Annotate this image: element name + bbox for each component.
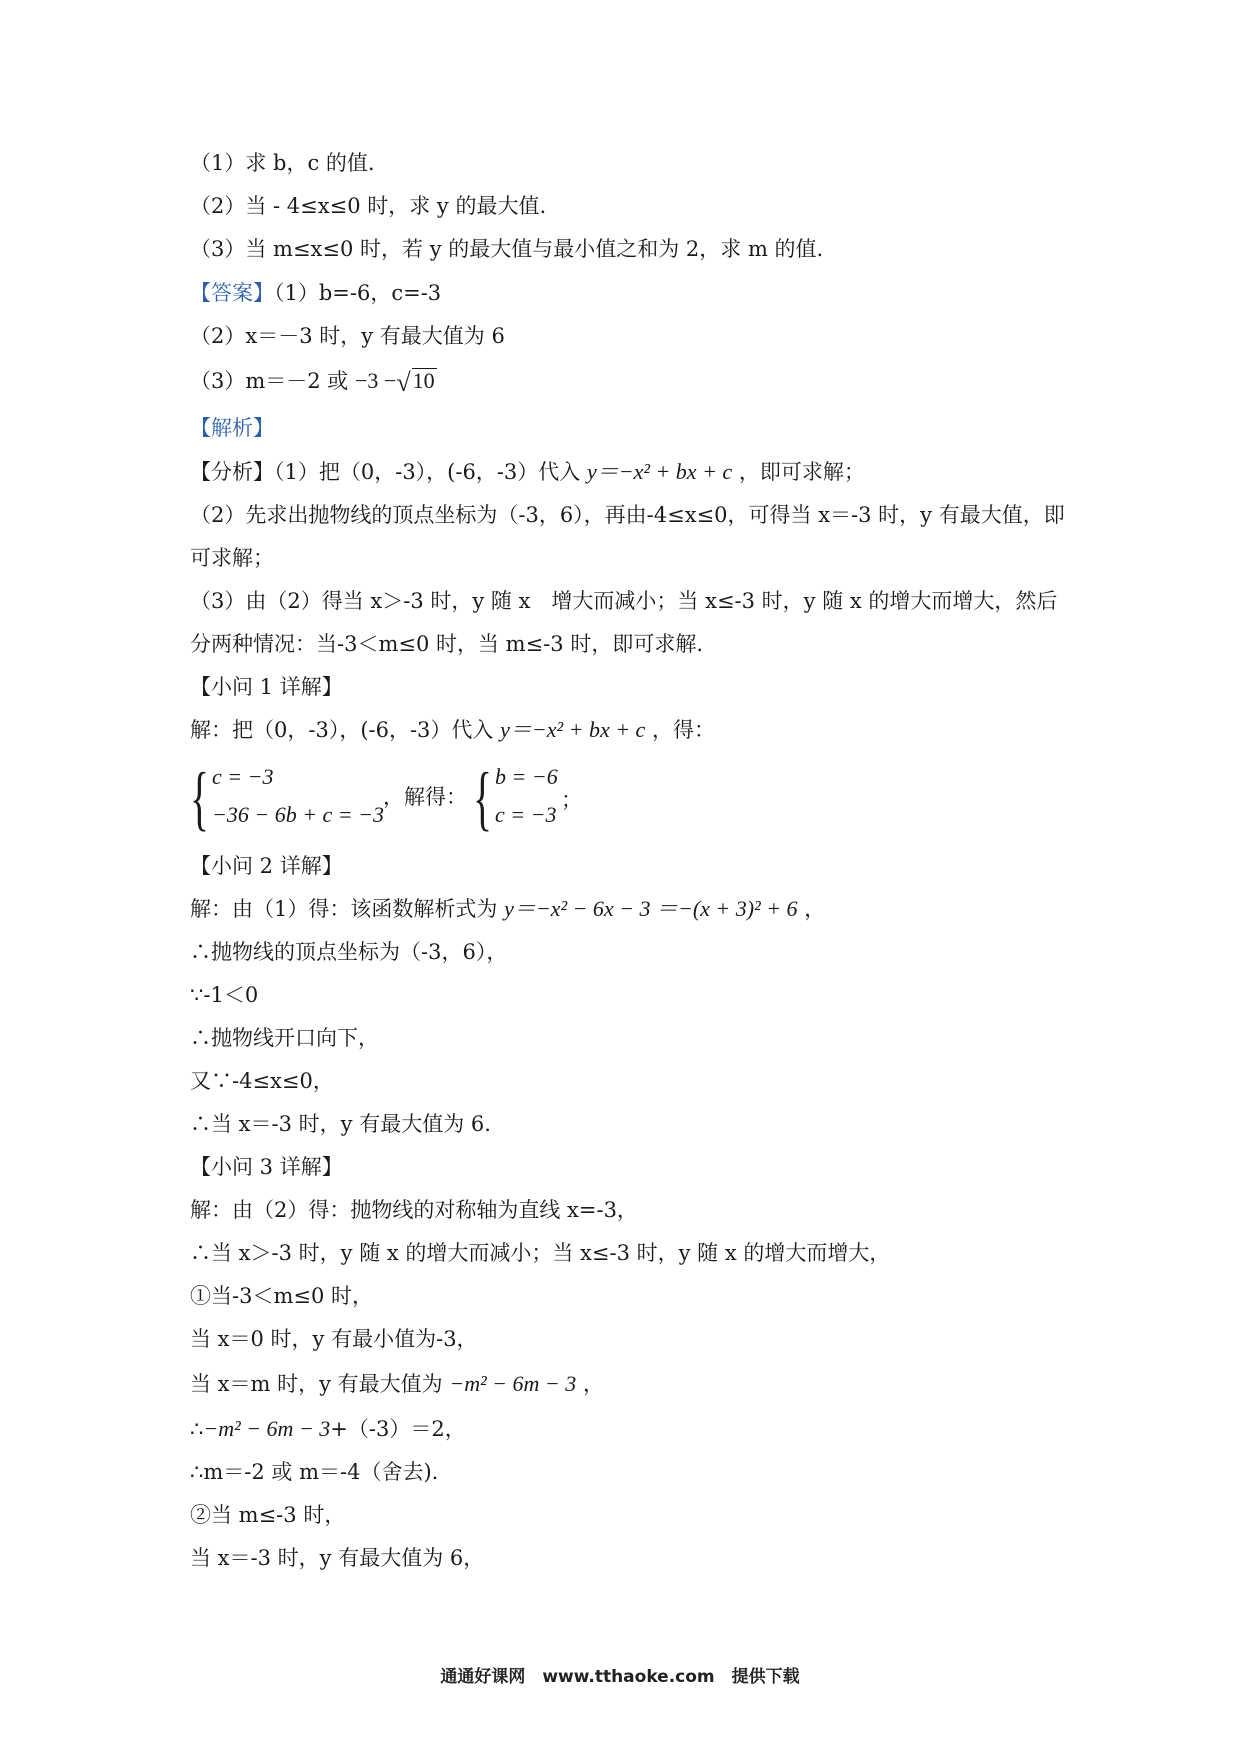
equation-system-1 bbox=[190, 760, 390, 840]
part3-line-1: 解：由（2）得：抛物线的对称轴为直线 x=-3， bbox=[190, 1198, 638, 1222]
part2-formula: y＝−x² − 6x − 3 ＝−(x + 3)² + 6 bbox=[504, 896, 798, 921]
system-end: ； bbox=[561, 788, 582, 812]
page-footer: 通通好课网 www.tthaoke.com 提供下载 bbox=[440, 1667, 800, 1687]
part1-line-1 bbox=[190, 715, 715, 745]
part2-line-1 bbox=[190, 894, 825, 924]
part1-line-1-suffix: ，得： bbox=[652, 718, 716, 742]
left-brace: { bbox=[190, 758, 210, 838]
part2-line-6: ∴当 x＝-3 时，y 有最大值为 6. bbox=[190, 1112, 491, 1136]
system-1-row-1: c = −3 bbox=[212, 764, 274, 789]
part3-line-5-suffix: ， bbox=[582, 1372, 604, 1396]
part3-line-8: ②当 m≤-3 时， bbox=[190, 1503, 346, 1527]
answer-3-expression bbox=[355, 368, 437, 397]
answer-tag: 【答案】 bbox=[190, 281, 274, 305]
solve-label: ，解得： bbox=[383, 785, 467, 809]
part3-formula-sum: −m² − 6m − 3 bbox=[203, 1416, 331, 1441]
part3-line-4: 当 x＝0 时，y 有最小值为-3， bbox=[190, 1327, 478, 1351]
analysis-line-1 bbox=[190, 457, 865, 487]
answer-1: （1）b=-6，c=-3 bbox=[274, 281, 442, 305]
analysis-tag: 【解析】 bbox=[190, 416, 274, 440]
part2-line-1-prefix: 解：由（1）得：该函数解析式为 bbox=[190, 897, 498, 921]
analysis-line-4: （3）由（2）得当 x＞-3 时，y 随 x 增大而减小；当 x≤-3 时，y 随 x 的增大而增大，然后 bbox=[190, 589, 1058, 613]
part2-line-4: ∴抛物线开口向下， bbox=[190, 1026, 379, 1050]
analysis-line-5: 分两种情况：当-3＜m≤0 时，当 m≤-3 时，即可求解. bbox=[190, 632, 703, 656]
part2-line-5: 又∵-4≤x≤0， bbox=[190, 1069, 334, 1093]
radical-sign: √ bbox=[396, 368, 411, 397]
answer-2: （2）x＝－3 时，y 有最大值为 6 bbox=[190, 324, 505, 348]
part1-line-1-prefix: 解：把（0，-3），(-6，-3）代入 bbox=[190, 718, 494, 742]
system-2-row-1: b = −6 bbox=[495, 764, 558, 789]
answer-3-prefix: （3）m＝－2 或 bbox=[190, 369, 349, 393]
analysis-line-2: （2）先求出抛物线的顶点坐标为（-3，6），再由-4≤x≤0，可得当 x＝-3 时，y 有最大值，即 bbox=[190, 503, 1065, 527]
part2-title: 【小问 2 详解】 bbox=[190, 854, 343, 878]
part3-line-9: 当 x＝-3 时，y 有最大值为 6， bbox=[190, 1546, 485, 1570]
system-1-row-2: −36 − 6b + c = −3 bbox=[212, 802, 384, 827]
analysis-formula: y＝−x² + bx + c bbox=[586, 459, 733, 484]
part3-line-5 bbox=[190, 1369, 604, 1399]
answer-line-3 bbox=[190, 366, 437, 398]
analysis-line-3: 可求解； bbox=[190, 546, 274, 570]
part2-line-2: ∴抛物线的顶点坐标为（-3，6）， bbox=[190, 940, 508, 964]
part3-line-2: ∴当 x＞-3 时，y 随 x 的增大而减小；当 x≤-3 时，y 随 x 的增大而增大， bbox=[190, 1241, 891, 1265]
question-1: （1）求 b，c 的值. bbox=[190, 151, 375, 175]
left-brace: { bbox=[473, 758, 493, 838]
part3-title: 【小问 3 详解】 bbox=[190, 1155, 343, 1179]
question-3: （3）当 m≤x≤0 时，若 y 的最大值与最小值之和为 2，求 m 的值. bbox=[190, 237, 824, 261]
system-2-row-2: c = −3 bbox=[495, 802, 557, 827]
part2-line-3: ∵-1＜0 bbox=[190, 983, 259, 1007]
part3-formula-max: −m² − 6m − 3 bbox=[449, 1371, 577, 1396]
answer-line-1 bbox=[190, 278, 441, 308]
part3-line-7: ∴m＝-2 或 m＝-4（舍去). bbox=[190, 1460, 439, 1484]
part3-line-6-suffix: +（-3）＝2， bbox=[330, 1417, 466, 1441]
part3-line-5-prefix: 当 x＝m 时，y 有最大值为 bbox=[190, 1372, 443, 1396]
therefore-symbol: ∴ bbox=[190, 1417, 204, 1441]
part3-line-3: ①当-3＜m≤0 时， bbox=[190, 1284, 374, 1308]
analysis-line-1-suffix: ，即可求解； bbox=[738, 460, 865, 484]
answer-3-radicand: 10 bbox=[412, 368, 435, 393]
question-2: （2）当 - 4≤x≤0 时，求 y 的最大值. bbox=[190, 194, 547, 218]
part3-line-6 bbox=[190, 1414, 466, 1444]
analysis-line-1-prefix: 【分析】（1）把（0，-3），(-6，-3）代入 bbox=[190, 460, 581, 484]
part1-title: 【小问 1 详解】 bbox=[190, 675, 343, 699]
answer-3-expr-text: −3 − bbox=[355, 368, 397, 393]
part2-line-1-suffix: ， bbox=[804, 897, 826, 921]
part1-formula: y＝−x² + bx + c bbox=[500, 717, 646, 742]
